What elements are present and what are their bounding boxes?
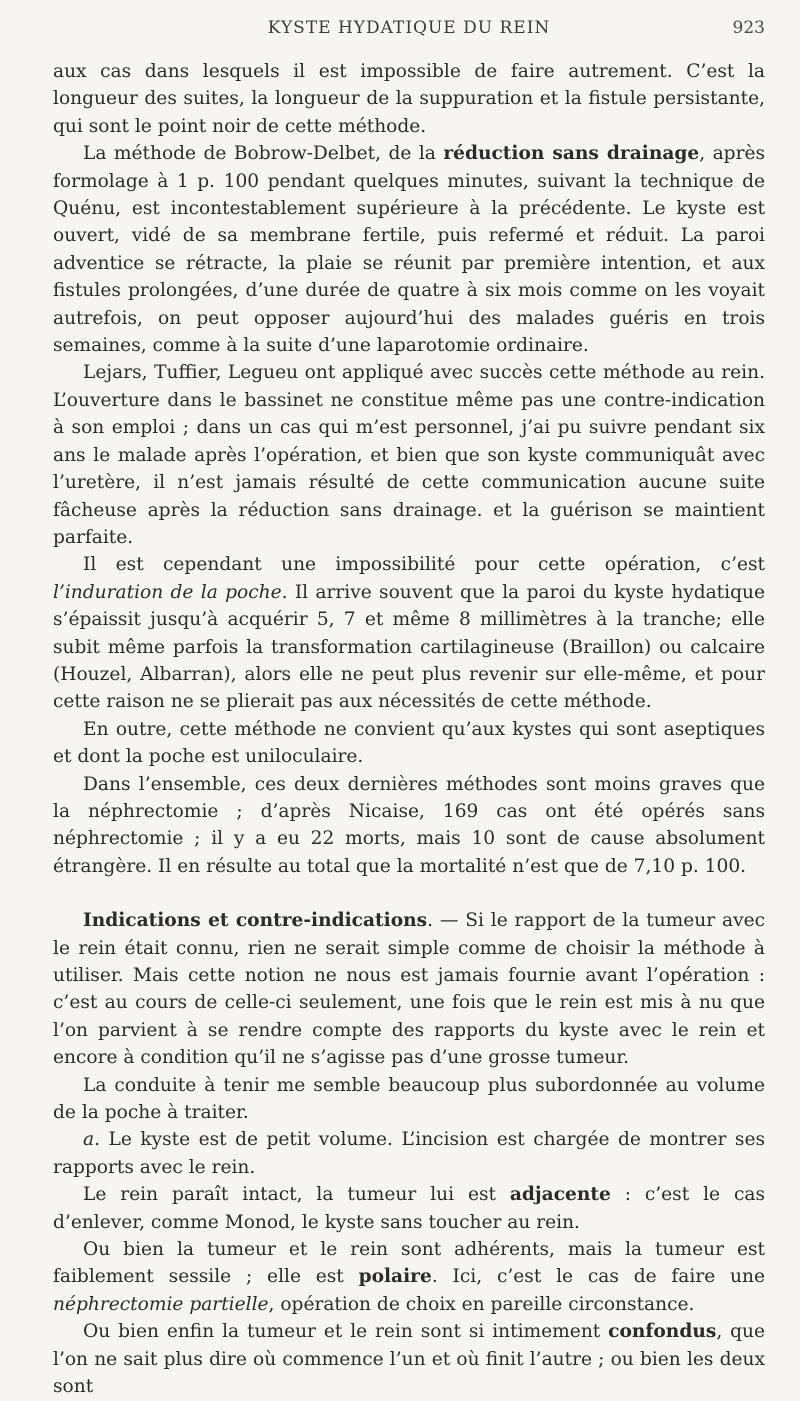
text-run: , après formolage à 1 p. 100 pendant quelques minutes, suivant la technique de Quénu, est incontestablement supérieure à la précédente. Le kyste est ouvert, vidé de sa membrane fertile, puis refermé et réduit. La paroi adventice se rétracte, la plaie se réunit par première intention, et aux fistules prolongées, d’une durée de quatre à six mois comme on les voyait autrefois, on peut opposer aujourd’hui des malades guéris en trois semaines, comme à la suite d’une laparotomie ordinaire. bbox=[53, 143, 765, 357]
paragraph bbox=[53, 359, 765, 551]
running-head bbox=[53, 18, 765, 58]
bold-run: polaire bbox=[358, 1266, 432, 1288]
body-text bbox=[53, 58, 765, 1401]
text-run: Lejars, Tuffier, Legueu ont appliqué avec succès cette méthode au rein. L’ouverture dans le bassinet ne constitue même pas une contre-indication à son emploi ; dans un cas qui m’est personnel, j’ai pu suivre pendant six ans le malade après l’opération, et bien que son kyste communiquât avec l’uretère, il n’est jamais résulté de cette communication aucune suite fâcheuse après la réduction sans drainage. et la guérison se maintient parfaite. bbox=[53, 362, 765, 548]
text-run: La conduite à tenir me semble beaucoup plus subordonnée au volume de la poche à traiter. bbox=[53, 1074, 765, 1124]
bold-run: confondus bbox=[608, 1321, 717, 1343]
text-run: . Il arrive souvent que la paroi du kyste hydatique s’épaissit jusqu’à acquérir 5, 7 et même 8 millimètres à la tranche; elle subit même parfois la transformation cartilagineuse (Braillon) ou calcaire (Houzel, Albarran), alors elle ne peut plus revenir sur elle-même, et pour cette raison ne se plierait pas aux nécessités de cette méthode. bbox=[53, 581, 765, 713]
text-run: , que l’on ne sait plus dire où commence l’un et où finit l’autre ; ou bien les deux sont bbox=[53, 1321, 765, 1398]
running-head-title: KYSTE HYDATIQUE DU REIN bbox=[267, 18, 551, 38]
page-number: 923 bbox=[732, 18, 765, 38]
paragraph bbox=[53, 907, 765, 1071]
text-run: Dans l’ensemble, ces deux dernières méthodes sont moins graves que la néphrectomie ; d’après Nicaise, 169 cas ont été opérés sans néphrectomie ; il y a eu 22 morts, mais 10 sont de cause absolument étrangère. Il en résulte au total que la mortalité n’est que de 7,10 p. 100. bbox=[53, 773, 765, 877]
paragraph bbox=[53, 771, 765, 881]
bold-run: réduction sans drainage bbox=[443, 143, 700, 165]
text-run: : c’est le cas d’enlever, comme Monod, le kyste sans toucher au rein. bbox=[53, 1184, 765, 1233]
paragraph bbox=[53, 1318, 765, 1400]
bold-run: adjacente bbox=[509, 1184, 611, 1206]
text-run: Le rein paraît intact, la tumeur lui est bbox=[83, 1184, 510, 1206]
book-page bbox=[53, 18, 765, 1401]
text-run: En outre, cette méthode ne convient qu’aux kystes qui sont aseptiques et dont la poche est uniloculaire. bbox=[53, 718, 765, 768]
text-run: Ou bien enfin la tumeur et le rein sont si intimement bbox=[83, 1321, 609, 1343]
text-run: . — Si le rapport de la tumeur avec le rein était connu, rien ne serait simple comme de choisir la méthode à utiliser. Mais cette notion ne nous est jamais fournie avant l’opération : c’est au cours de celle-ci seulement, une fois que le rein est mis à nu que l’on parvient à se rendre compte des rapports du kyste avec le rein et encore à condition qu’il ne s’agisse pas d’une grosse tumeur. bbox=[53, 910, 765, 1069]
italic-run: a bbox=[83, 1129, 95, 1151]
paragraph bbox=[53, 140, 765, 359]
italic-run: l’induration de la poche bbox=[53, 581, 282, 603]
text-run: . Le kyste est de petit volume. L’incision est chargée de montrer ses rapports avec le rein. bbox=[53, 1129, 765, 1178]
paragraph bbox=[53, 58, 765, 140]
text-run: La méthode de Bobrow-Delbet, de la bbox=[83, 143, 444, 165]
text-run: Ou bien la tumeur et le rein sont adhérents, mais la tumeur est faiblement sessile ; elle est bbox=[53, 1239, 765, 1288]
paragraph bbox=[53, 1181, 765, 1236]
paragraph bbox=[53, 716, 765, 771]
paragraph bbox=[53, 1236, 765, 1318]
italic-run: néphrectomie partielle bbox=[53, 1293, 269, 1315]
text-run: , opération de choix en pareille circonstance. bbox=[268, 1293, 695, 1315]
paragraph bbox=[53, 551, 765, 715]
text-run: . Ici, c’est le cas de faire une bbox=[431, 1266, 765, 1288]
text-run: aux cas dans lesquels il est impossible de faire autrement. C’est la longueur des suites, la longueur de la suppuration et la fistule persistante, qui sont le point noir de cette méthode. bbox=[53, 61, 765, 137]
paragraph bbox=[53, 1072, 765, 1127]
text-run: Il est cependant une impossibilité pour cette opération, c’est bbox=[83, 554, 765, 576]
bold-run: Indications et contre-indications bbox=[83, 910, 428, 932]
paragraph bbox=[53, 1126, 765, 1181]
